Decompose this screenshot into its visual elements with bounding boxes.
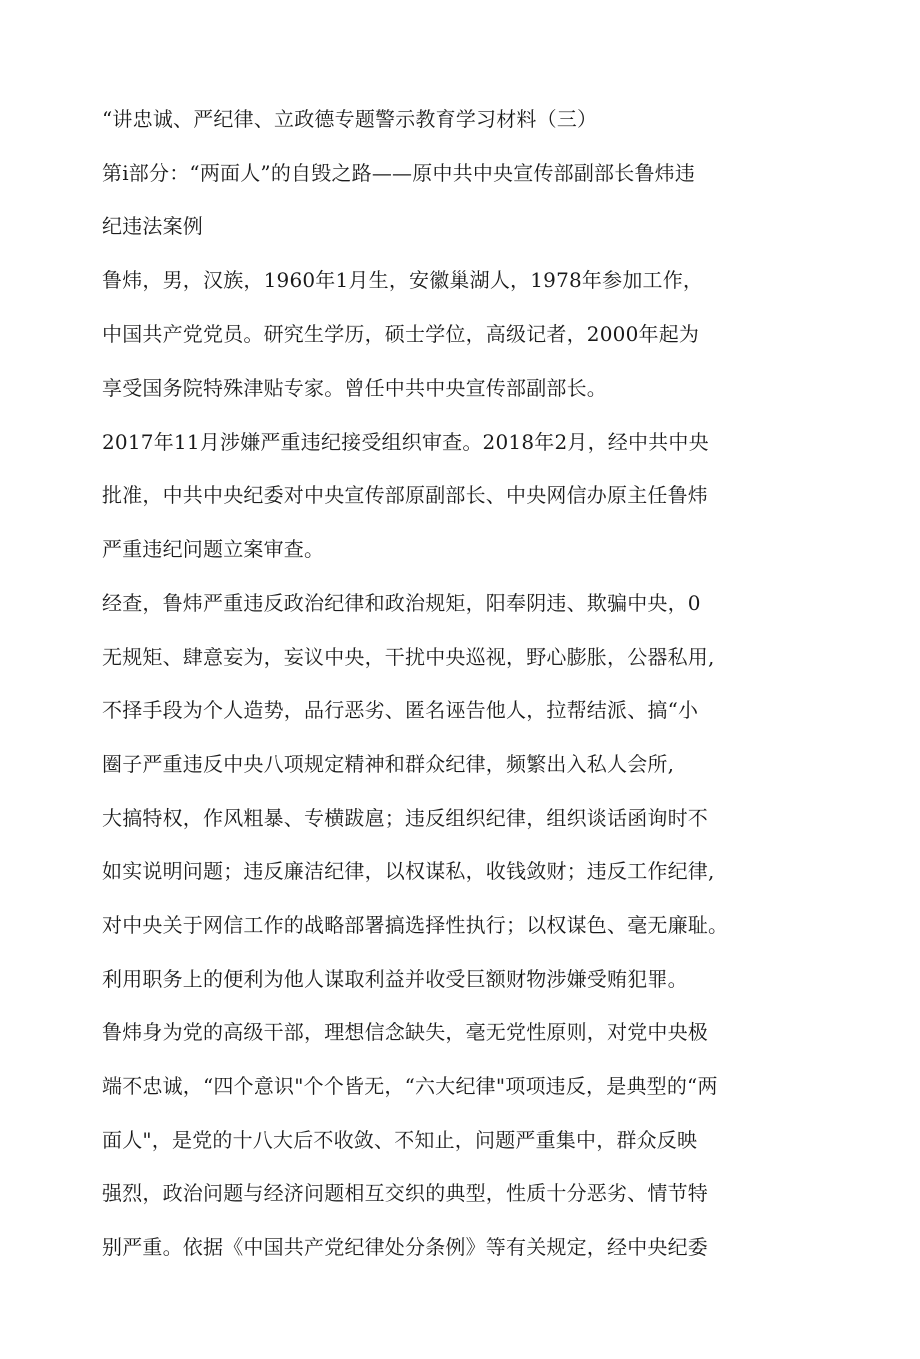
text-line: 强烈，政治问题与经济问题相互交织的典型，性质十分恶劣、情节特 — [102, 1181, 708, 1205]
text-line: 大搞特权，作风粗暴、专横跋扈；违反组织纪律，组织谈话函询时不 — [102, 806, 708, 830]
text-line: 鲁炜，男，汉族，1960年1月生，安徽巢湖人，1978年参加工作， — [102, 268, 704, 292]
text-line: 纪违法案例 — [102, 214, 203, 238]
text-line: 批准，中共中央纪委对中央宣传部原副部长、中央网信办原主任鲁炜 — [102, 483, 708, 507]
text-line: 别严重。依据《中国共产党纪律处分条例》等有关规定，经中央纪委 — [102, 1235, 708, 1259]
text-line: 圈子严重违反中央八项规定精神和群众纪律，频繁出入私人会所, — [102, 752, 675, 776]
text-line: 第i部分：“两面人”的自毁之路——原中共中央宣传部副部长鲁炜违 — [102, 161, 696, 185]
text-line: 如实说明问题；违反廉洁纪律，以权谋私，收钱敛财；违反工作纪律, — [102, 859, 715, 883]
text-line: 经查，鲁炜严重违反政治纪律和政治规矩，阳奉阴违、欺骗中央，0 — [102, 591, 701, 615]
text-line: 面人"，是党的十八大后不收敛、不知止，问题严重集中，群众反映 — [102, 1128, 698, 1152]
text-line: 享受国务院特殊津贴专家。曾任中共中央宣传部副部长。 — [102, 376, 607, 400]
text-line: 严重违纪问题立案审查。 — [102, 537, 325, 561]
text-line: 无规矩、肆意妄为，妄议中央，干扰中央巡视，野心膨胀，公器私用, — [102, 645, 715, 669]
text-line: 不择手段为个人造势，品行恶劣、匿名诬告他人，拉帮结派、搞“小 — [102, 698, 699, 722]
document-title: “讲忠诚、严纪律、立政德专题警示教育学习材料（三） — [102, 107, 598, 131]
text-line: 2017年11月涉嫌严重违纪接受组织审查。2018年2月，经中共中央 — [102, 430, 709, 454]
text-line: 利用职务上的便利为他人谋取利益并收受巨额财物涉嫌受贿犯罪。 — [102, 967, 688, 991]
text-line: 端不忠诚，“四个意识"个个皆无，“六大纪律"项项违反，是典型的“两 — [102, 1074, 718, 1098]
text-line: 鲁炜身为党的高级干部，理想信念缺失，毫无党性原则，对党中央极 — [102, 1020, 708, 1044]
text-line: 中国共产党党员。研究生学历，硕士学位，高级记者，2000年起为 — [102, 322, 700, 346]
text-line: 对中央关于网信工作的战略部署搞选择性执行；以权谋色、毫无廉耻。 — [102, 913, 729, 937]
